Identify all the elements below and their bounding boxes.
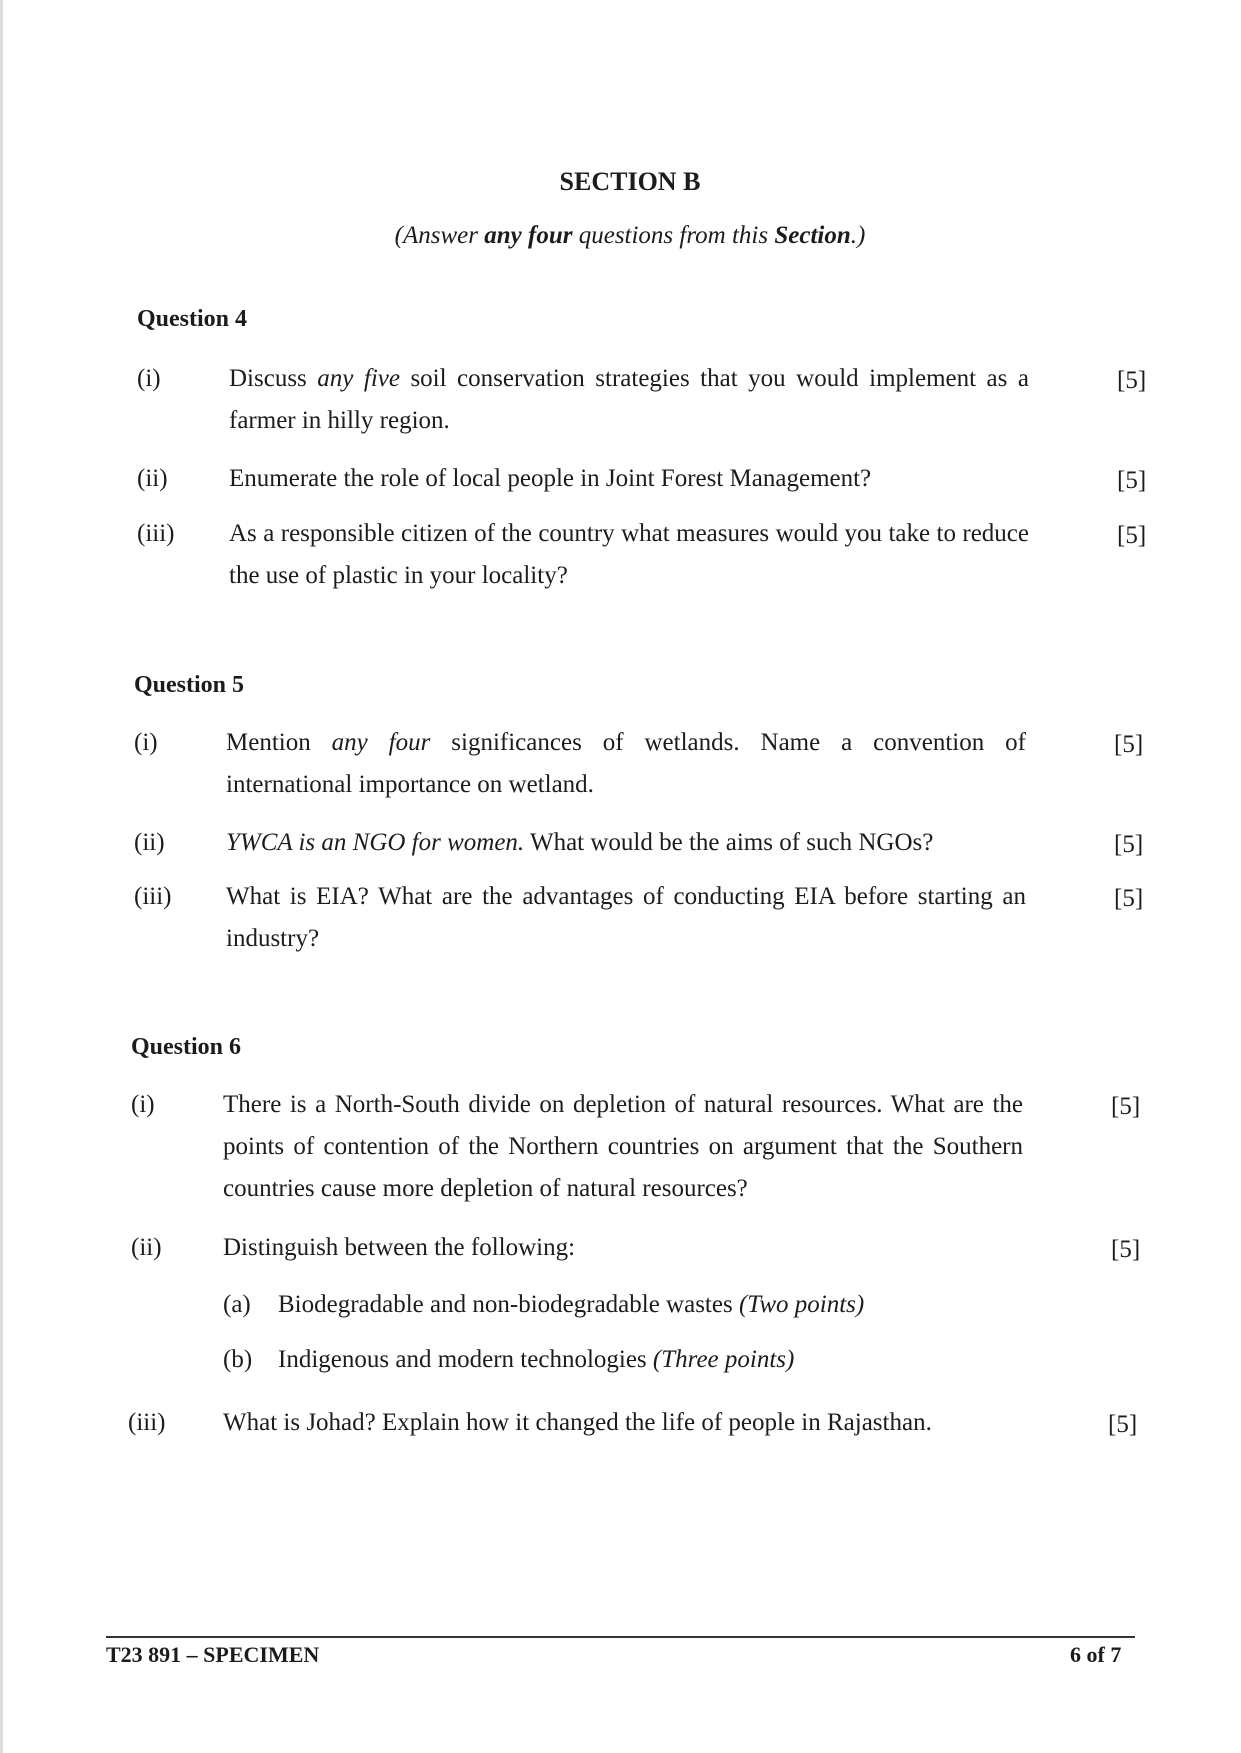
part-text: There is a North-South divide on depletion of natural resources. What are the points of contention of the Northern countries on argument that the Southern countries cause more depletion of natural resources? (223, 1091, 1023, 1202)
question-4-heading: Question 4 (137, 306, 248, 332)
part-text: Enumerate the role of local people in Joint Forest Management? (229, 465, 872, 492)
subpart-text: Biodegradable and non-biodegradable wastes (Two points) (278, 1291, 865, 1318)
part-text: YWCA is an NGO for women. What would be the aims of such NGOs? (226, 829, 934, 856)
part-number: (i) (134, 729, 158, 756)
part-marks: [5] (1114, 831, 1144, 858)
part-marks: [5] (1111, 1236, 1141, 1263)
page-number: 6 of 7 (1070, 1642, 1122, 1667)
part-text: As a responsible citizen of the country what measures would you take to reduce the use of plastic in your locality? (229, 520, 1029, 589)
paper-code: T23 891 – SPECIMEN (106, 1642, 320, 1667)
part-number: (i) (131, 1091, 155, 1118)
part-text: What is EIA? What are the advantages of conducting EIA before starting an industry? (226, 883, 1026, 952)
part-text: What is Johad? Explain how it changed the life of people in Rajasthan. (223, 1409, 932, 1436)
part-text: Mention any four significances of wetlands. Name a convention of international importance on wetland. (226, 729, 1026, 798)
part-marks: [5] (1114, 731, 1144, 758)
part-number: (ii) (137, 465, 168, 492)
part-marks: [5] (1108, 1411, 1138, 1438)
part-text: Distinguish between the following: (223, 1234, 576, 1261)
part-marks: [5] (1117, 522, 1147, 549)
page-edge (0, 0, 3, 1753)
section-title: SECTION B (559, 167, 701, 196)
question-6-heading: Question 6 (131, 1034, 242, 1060)
part-number: (iii) (128, 1409, 166, 1436)
footer-rule (106, 1636, 1135, 1638)
part-number: (ii) (134, 829, 165, 856)
part-number: (iii) (137, 520, 175, 547)
subpart-number: (a) (223, 1291, 251, 1318)
question-5-heading: Question 5 (134, 672, 245, 698)
subpart-text: Indigenous and modern technologies (Three points) (278, 1346, 795, 1373)
part-number: (iii) (134, 883, 172, 910)
part-text: Discuss any five soil conservation strategies that you would implement as a farmer in hilly region. (229, 365, 1029, 434)
section-instruction: (Answer any four questions from this Section.) (394, 222, 866, 249)
part-marks: [5] (1117, 367, 1147, 394)
part-marks: [5] (1117, 467, 1147, 494)
part-marks: [5] (1114, 885, 1144, 912)
part-number: (i) (137, 365, 161, 392)
part-marks: [5] (1111, 1093, 1141, 1120)
part-number: (ii) (131, 1234, 162, 1261)
subpart-number: (b) (223, 1346, 253, 1373)
